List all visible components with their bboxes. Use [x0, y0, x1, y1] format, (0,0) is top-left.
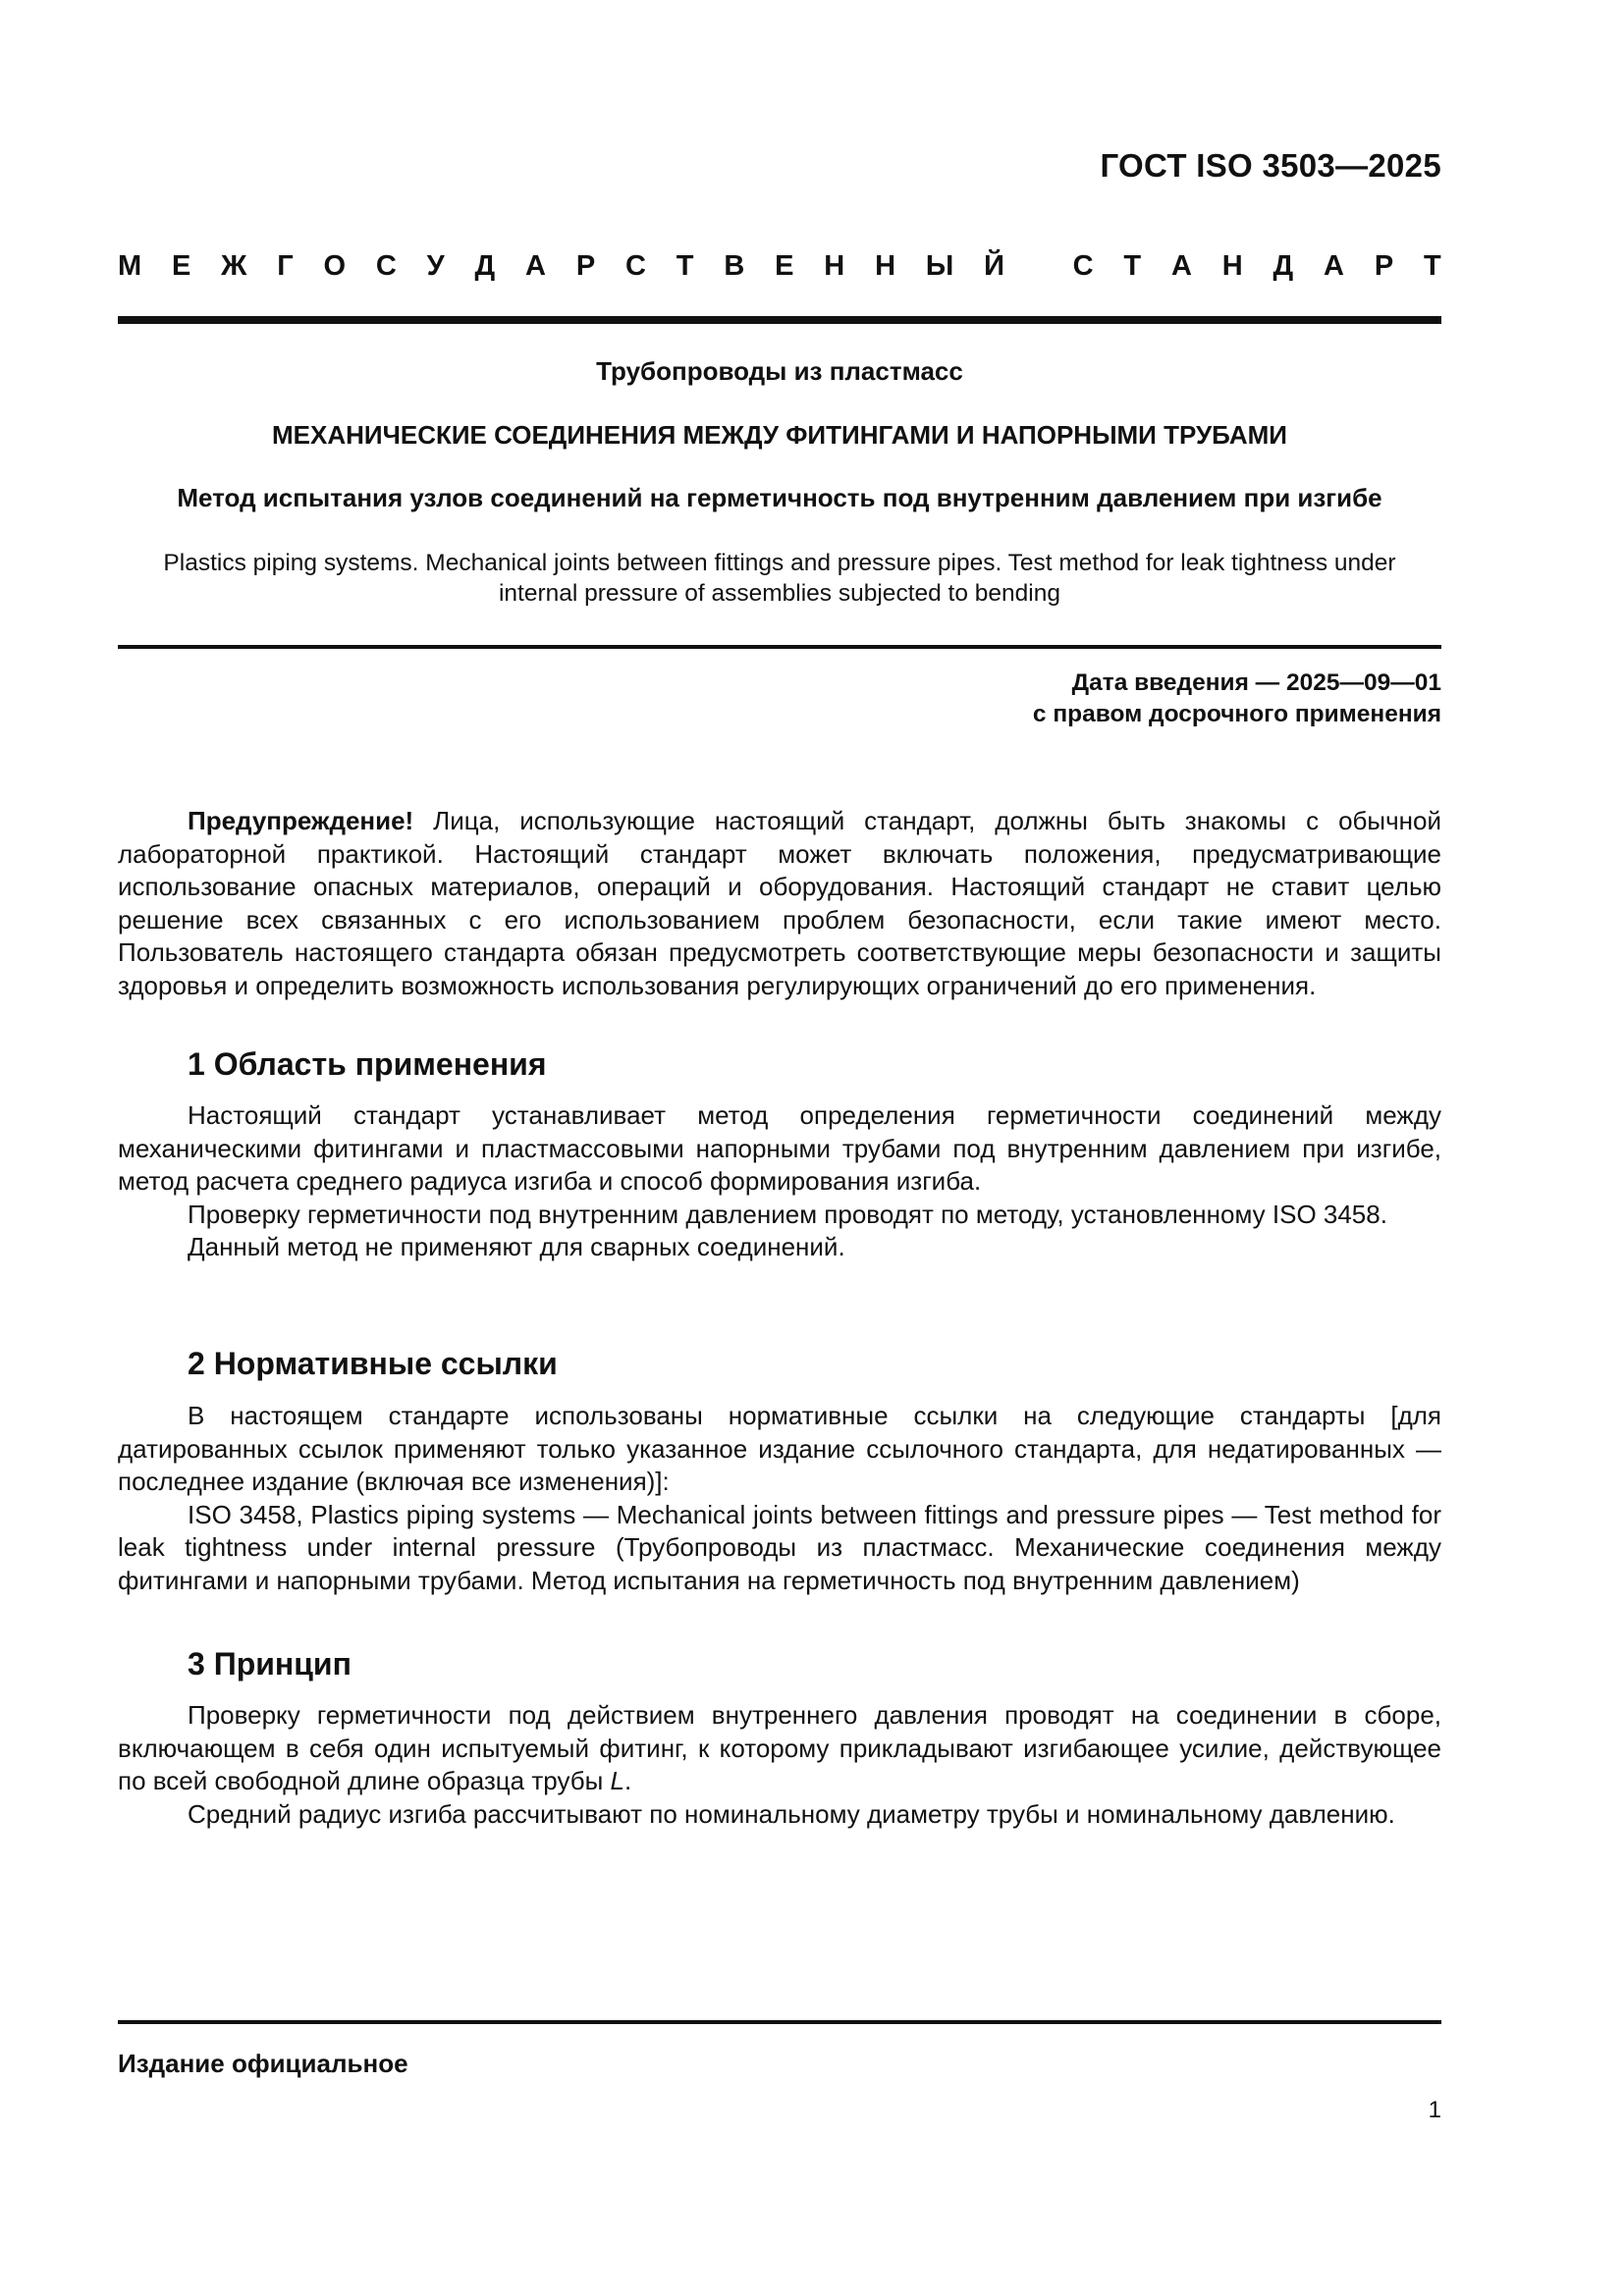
paragraph: Настоящий стандарт устанавливает метод определения герметичности соединений между механическими фитингами и пластмассовыми напорными трубами под внутренним давлением при изгибе, метод расчета среднего радиуса изгиба и способ формирования изгиба. [118, 1100, 1441, 1196]
official-edition-label: Издание официальное [118, 2049, 408, 2078]
spaced-letter: Д [474, 250, 496, 282]
warning-label: Предупреждение! [188, 806, 414, 835]
spaced-letter: Ж [221, 250, 247, 282]
spaced-letter: С [625, 250, 646, 282]
footer-divider [118, 2020, 1441, 2024]
header-divider [118, 316, 1441, 324]
spaced-letter: С [1072, 250, 1094, 282]
spaced-letter: А [525, 250, 546, 282]
interstate-standard-title [118, 250, 1441, 283]
main-title: МЕХАНИЧЕСКИЕ СОЕДИНЕНИЯ МЕЖДУ ФИТИНГАМИ И НАПОРНЫМИ ТРУБАМИ [272, 420, 1287, 450]
warning-paragraph [118, 805, 1441, 1002]
spaced-letter: У [426, 250, 445, 282]
spaced-letter: Т [1123, 250, 1142, 282]
spaced-letter: Н [824, 250, 845, 282]
spaced-letter: Ы [925, 250, 954, 282]
introduction-date-block [1033, 667, 1441, 730]
page-number: 1 [1428, 2097, 1441, 2123]
method-title: Метод испытания узлов соединений на герметичность под внутренним давлением при изгибе [177, 483, 1382, 512]
paragraph: В настоящем стандарте использованы нормативные ссылки на следующие стандарты [для датированных ссылок применяют только указанное издание ссылочного стандарта, для недатированных — последнее издание (включая все изменения)]: [118, 1401, 1441, 1496]
spaced-letter: Р [1374, 250, 1394, 282]
paragraph: ISO 3458, Plastics piping systems — Mechanical joints between fittings and pressure pipes — Test method for leak tightness under internal pressure (Трубопроводы из пластмасс. Механические соединения между фитингами и напорными трубами. Метод испытания на герметичность под внутренним давлением) [118, 1499, 1441, 1595]
section-heading-references: 2 Нормативные ссылки [188, 1346, 558, 1381]
introduction-date: Дата введения — 2025—09—01 [1071, 669, 1441, 696]
warning-text: Лица, использующие настоящий стандарт, должны быть знакомы с обычной лабораторной практикой. Настоящий стандарт может включать положения, предусматривающие использование опасных материалов, операций и оборудования. Настоящий стандарт не ставит целью решение всех связанных с его использованием проблем безопасности, если такие имеют место. Пользователь настоящего стандарта обязан предусмотреть соответствующие меры безопасности и защиты здоровья и определить возможность использования регулирующих ограничений до его применения. [118, 806, 1441, 1000]
spaced-letter: Г [277, 250, 294, 282]
section-body-principle [118, 1699, 1441, 1831]
spaced-letter: С [375, 250, 397, 282]
section-heading-principle: 3 Принцип [188, 1646, 352, 1682]
spaced-letter: Н [875, 250, 896, 282]
paragraph: Данный метод не применяют для сварных соединений. [188, 1232, 845, 1261]
spaced-letter: А [1170, 250, 1192, 282]
variable-length: L [610, 1766, 625, 1795]
spaced-letter: Д [1272, 250, 1294, 282]
spaced-letter: О [323, 250, 347, 282]
spaced-letter: А [1324, 250, 1344, 282]
spaced-letter: Е [172, 250, 191, 282]
spaced-letter: Т [1423, 250, 1441, 282]
section-body-references [118, 1400, 1441, 1597]
spaced-letter: М [118, 250, 142, 282]
section-body-scope [118, 1099, 1441, 1264]
group-title: Трубопроводы из пластмасс [596, 356, 963, 386]
paragraph: Средний радиус изгиба рассчитывают по номинальному диаметру трубы и номинальному давлению. [188, 1798, 1395, 1829]
english-title: Plastics piping systems. Mechanical joints between fittings and pressure pipes. Test method for leak tightness under internal pressure of assemblies subjected to bending [163, 550, 1396, 607]
spaced-letter: Н [1221, 250, 1243, 282]
section-heading-scope: 1 Область применения [188, 1046, 547, 1082]
paragraph: Проверку герметичности под внутренним давлением проводят по методу, установленному ISO 3458. [188, 1199, 1387, 1229]
spaced-letter: Т [676, 250, 694, 282]
spaced-letter: Й [984, 250, 1004, 282]
early-application-note: с правом досрочного применения [1032, 701, 1441, 727]
word-gap [1035, 250, 1043, 283]
paragraph: Проверку герметичности под действием внутреннего давления проводят на соединении в сборе, включающем в себя один испытуемый фитинг, к которому прикладывают изгибающее усилие, действующее по всей свободной длине образца трубы L. [118, 1700, 1441, 1795]
spaced-letter: В [724, 250, 745, 282]
spaced-letter: Е [775, 250, 794, 282]
spaced-letter: Р [575, 250, 596, 282]
document-code: ГОСТ ISO 3503—2025 [1100, 147, 1441, 184]
title-divider [118, 645, 1441, 649]
